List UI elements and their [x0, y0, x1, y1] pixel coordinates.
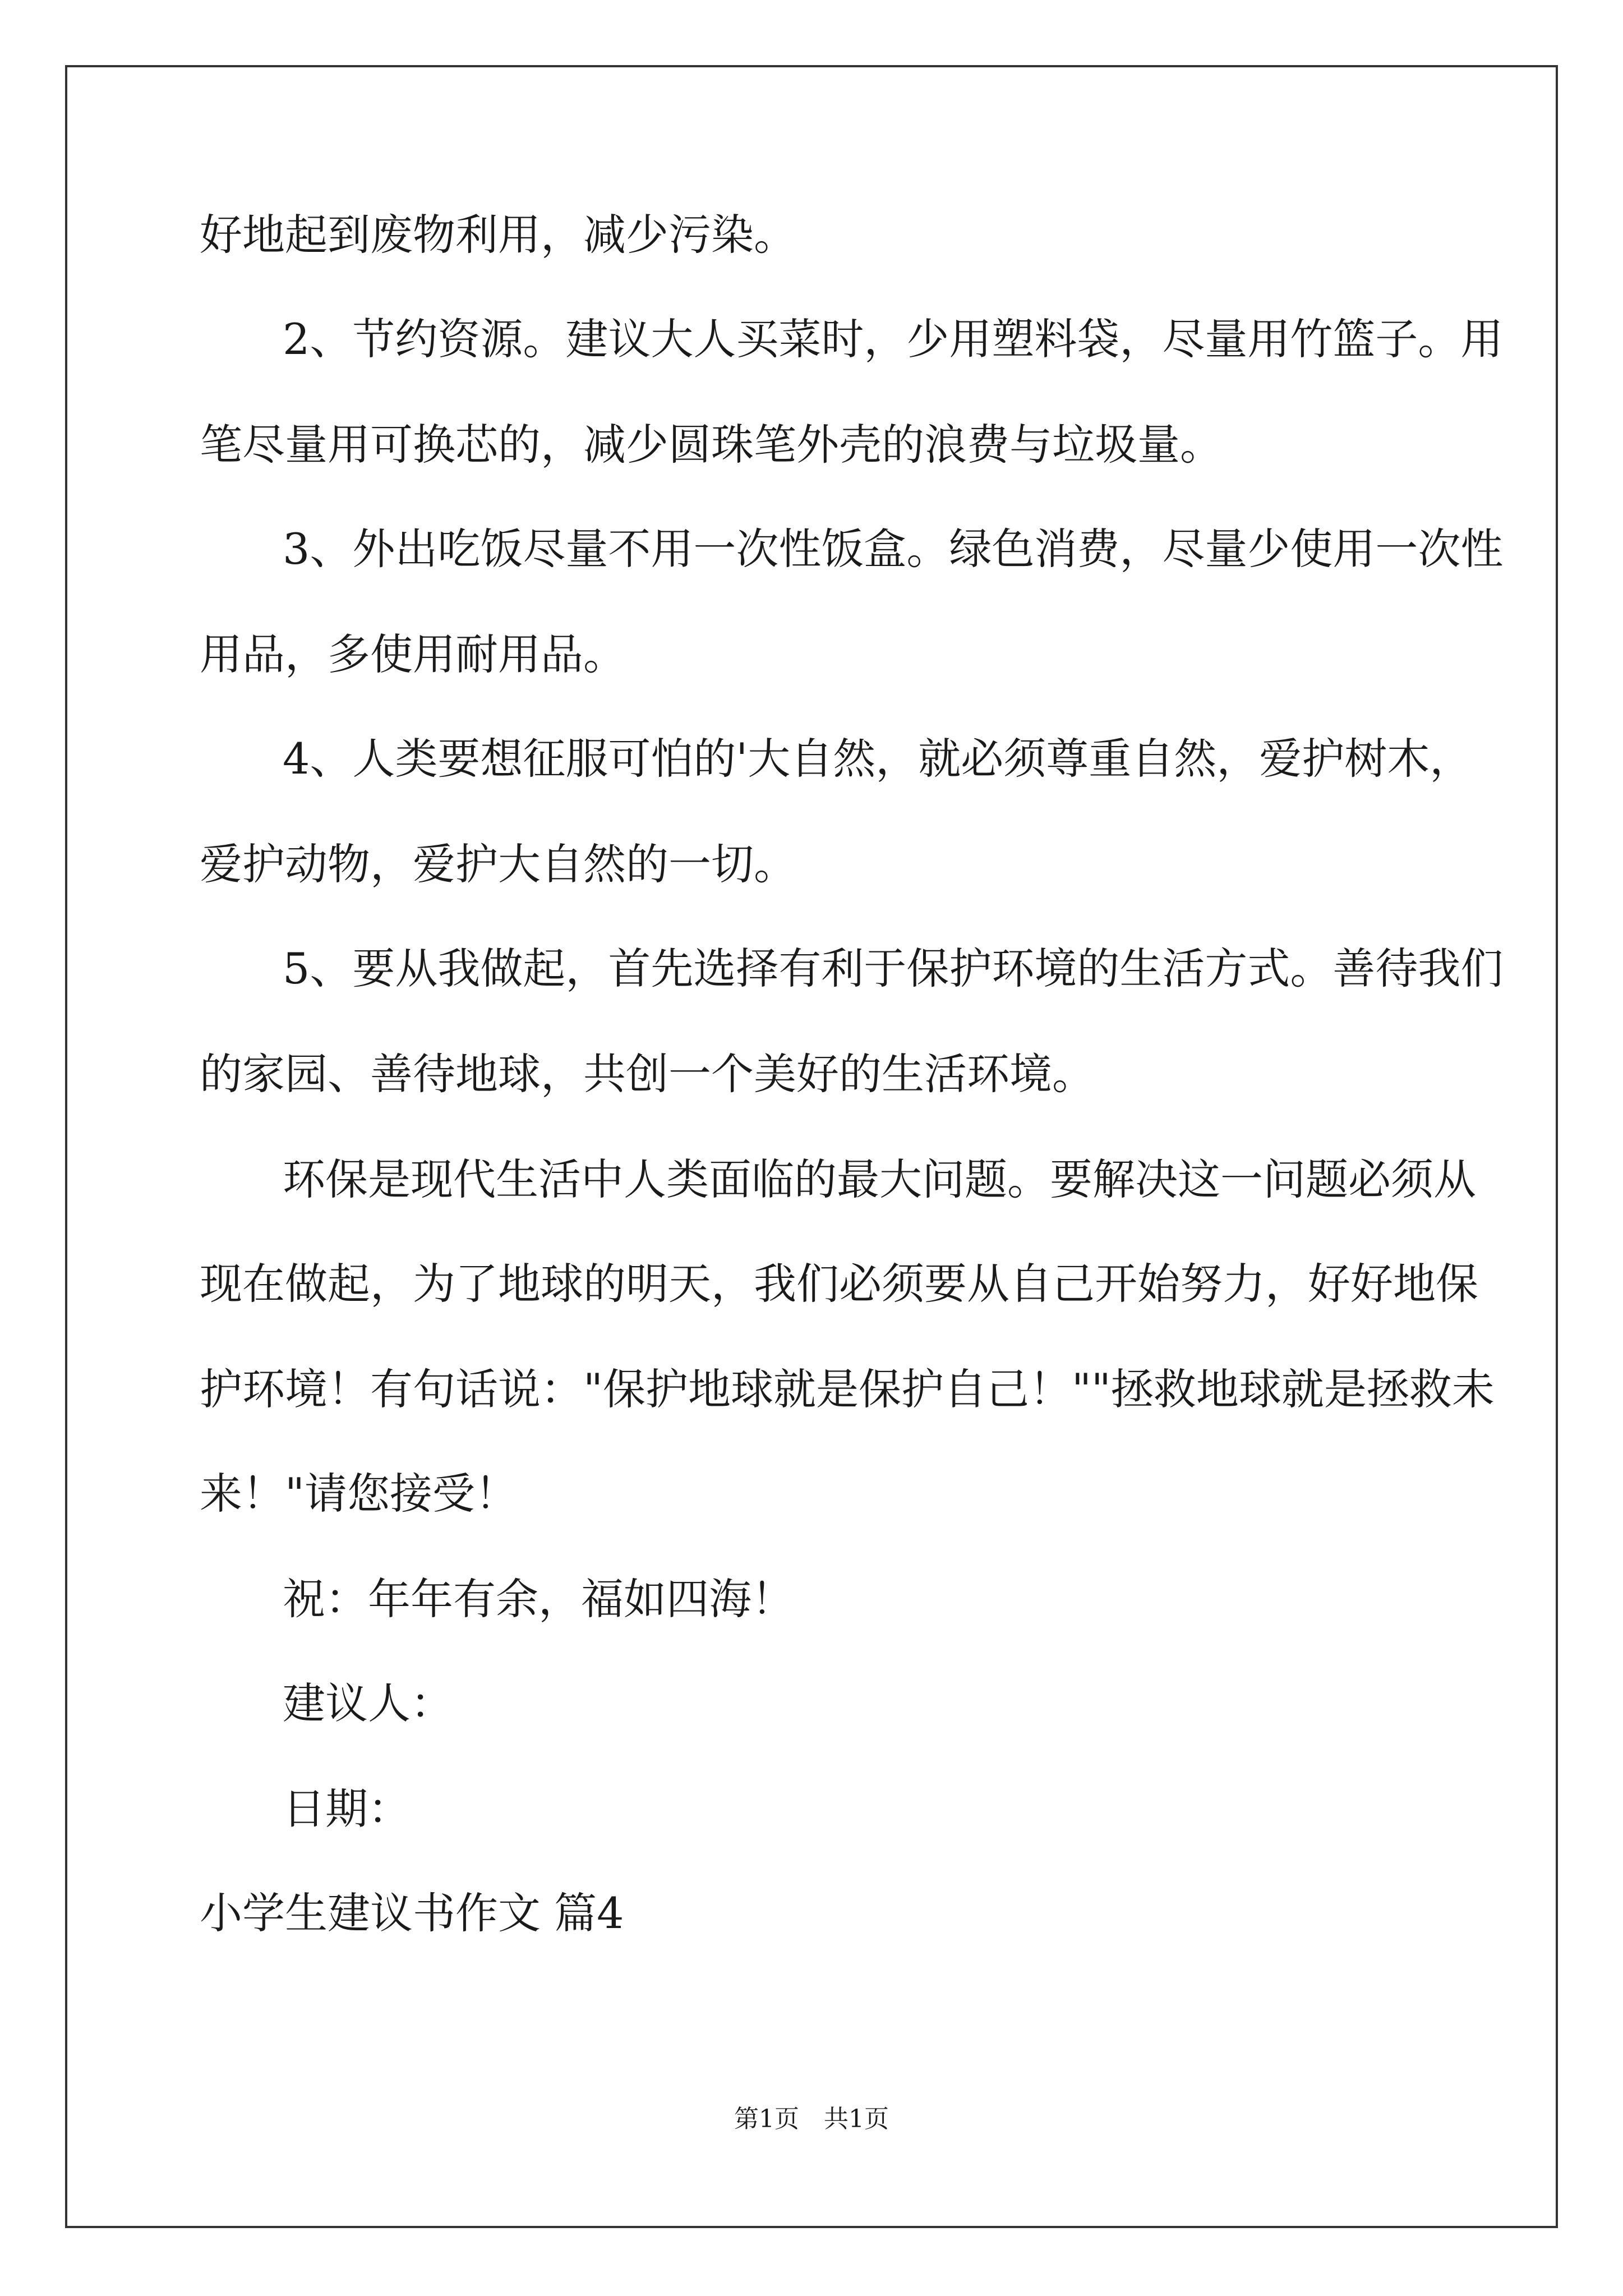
text-line-13: 来！"请您接受！ — [200, 1469, 518, 1519]
page-footer — [0, 2104, 1623, 2135]
text-line-1: 好地起到废物利用，减少污染。 — [200, 210, 796, 260]
text-line-7: 爱护动物，爱护大自然的一切。 — [200, 839, 796, 889]
text-line-10: 环保是现代生活中人类面临的最大问题。要解决这一问题必须从 — [283, 1154, 1476, 1204]
text-line-6: 4、人类要想征服可怕的'大自然，就必须尊重自然，爱护树木， — [283, 734, 1473, 784]
text-line-5: 用品，多使用耐用品。 — [200, 629, 626, 679]
page-total: 共1页 — [824, 2105, 889, 2133]
text-line-3: 笔尽量用可换芯的，减少圆珠笔外壳的浪费与垃圾量。 — [200, 420, 1223, 470]
closing-wish: 祝：年年有余，福如四海！ — [283, 1574, 794, 1624]
date-label: 日期： — [283, 1784, 411, 1834]
page-number: 第1页 — [734, 2105, 799, 2133]
text-line-12: 护环境！有句话说："保护地球就是保护自己！""拯救地球就是拯救未 — [200, 1364, 1495, 1414]
text-line-8: 5、要从我做起，首先选择有利于保护环境的生活方式。善待我们 — [283, 944, 1504, 993]
text-line-9: 的家园、善待地球，共创一个美好的生活环境。 — [200, 1049, 1095, 1099]
text-line-4: 3、外出吃饭尽量不用一次性饭盒。绿色消费，尽量少使用一次性 — [283, 524, 1504, 574]
text-line-2: 2、节约资源。建议大人买菜时，少用塑料袋，尽量用竹篮子。用 — [283, 314, 1504, 364]
signer-label: 建议人： — [283, 1678, 453, 1728]
section-heading: 小学生建议书作文 篇4 — [200, 1888, 624, 1938]
text-line-11: 现在做起，为了地球的明天，我们必须要从自己开始努力，好好地保 — [200, 1259, 1478, 1309]
